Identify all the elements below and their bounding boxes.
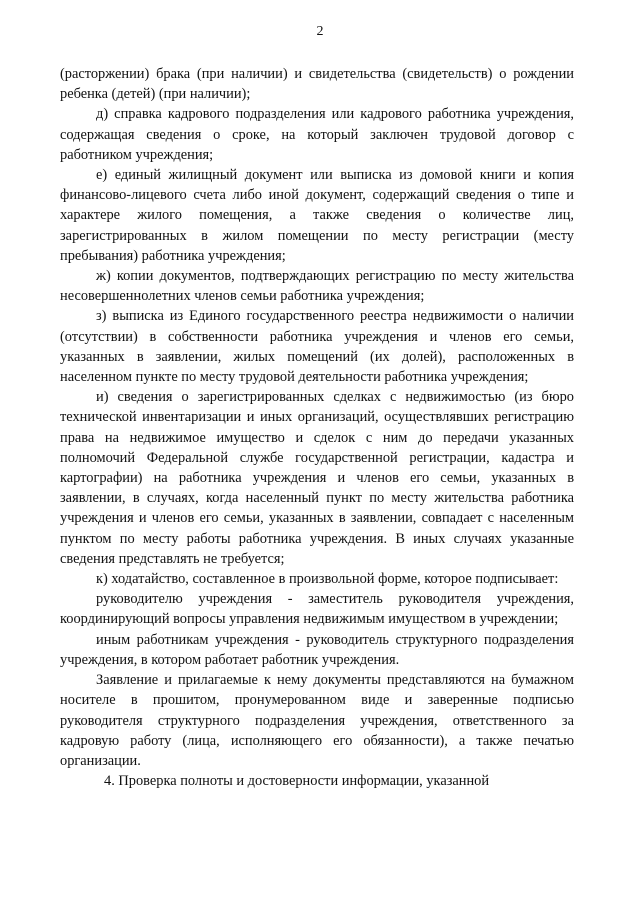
paragraph-item-i: и) сведения о зарегистрированных сделках с недвижимостью (из бюро технической инвентаризации и иных организаций, осуществлявших регистрацию права на недвижимое имущество и сделок с ним до передачи указанных полномочий Федеральной службе государственной регистрации, кадастра и картографии) на работника учреждения и членов его семьи, указанных в заявлении, в случаях, когда населенный пункт по месту жительства работника учреждения и членов его семьи, указанных в заявлении, совпадает с населенным пунктом по месту работы работника учреждения. В иных случаях указанные сведения представлять не требуется; bbox=[60, 389, 574, 567]
paragraph-item-z: з) выписка из Единого государственного реестра недвижимости о наличии (отсутствии) в собственности работника учреждения и членов его семьи, указанных в заявлении, жилых помещений (их долей), расположенных в населенном пункте по месту трудовой деятельности работника учреждения; bbox=[60, 308, 574, 386]
paragraph-section-4: 4. Проверка полноты и достоверности информации, указанной bbox=[104, 773, 490, 790]
paragraph-item-d: д) справка кадрового подразделения или кадрового работника учреждения, содержащая сведения о сроке, на который заключен трудовой договор с работником учреждения; bbox=[60, 106, 574, 163]
page-number: 2 bbox=[316, 24, 324, 39]
document-body bbox=[60, 64, 574, 791]
paragraph-continuation: (расторжении) брака (при наличии) и свидетельства (свидетельств) о рождении ребенка (детей) (при наличии); bbox=[60, 66, 574, 103]
paragraph-item-k: к) ходатайство, составленное в произвольной форме, которое подписывает: bbox=[96, 571, 559, 588]
paragraph-signer-head: руководителю учреждения - заместитель руководителя учреждения, координирующий вопросы управления недвижимым имуществом в учреждении; bbox=[60, 591, 574, 628]
paragraph-signer-others: иным работникам учреждения - руководитель структурного подразделения учреждения, в котором работает работник учреждения. bbox=[60, 631, 574, 668]
paragraph-application: Заявление и прилагаемые к нему документы представляются на бумажном носителе в прошитом, пронумерованном виде и заверенные подписью руководителя структурного подразделения учреждения, ответственного за кадровую работу (лица, исполняющего его обязанности), а также печатью организации. bbox=[60, 672, 574, 769]
paragraph-item-zh: ж) копии документов, подтверждающих регистрацию по месту жительства несовершеннолетних членов семьи работника учреждения; bbox=[60, 268, 574, 305]
paragraph-item-e: е) единый жилищный документ или выписка из домовой книги и копия финансово-лицевого счета либо иной документ, содержащий сведения о типе и характере жилого помещения, а также сведения о количестве лиц, зарегистрированных в жилом помещении по месту регистрации (месту пребывания) работника учреждения; bbox=[60, 167, 574, 264]
